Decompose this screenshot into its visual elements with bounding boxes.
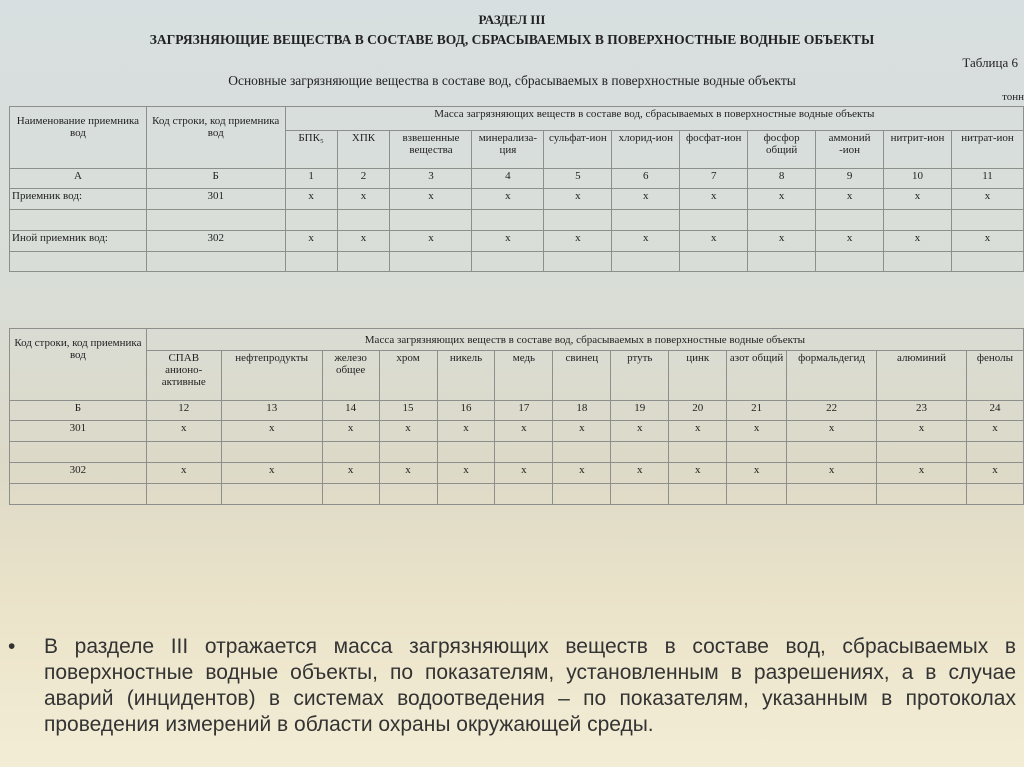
value-cell: x bbox=[611, 463, 669, 484]
value-cell bbox=[390, 210, 472, 231]
bullet-text: В разделе III отражается масса загрязняющих веществ в составе вод, сбрасываемых в поверхностные водные объекты, по показателям, установленным в разрешениях, а в случае аварий (инцидентов) в системах водоотведения – по показателям, указанным в протоколах проведения измерений в области охраны окружающей среды. bbox=[44, 635, 1016, 736]
receiver-name-cell bbox=[10, 252, 147, 272]
column-number: 16 bbox=[437, 401, 495, 421]
bullet-marker: • bbox=[8, 635, 16, 658]
header-mass: Масса загрязняющих веществ в составе вод, сбрасываемых в поверхностные водные объекты bbox=[285, 107, 1023, 131]
column-number: 20 bbox=[669, 401, 727, 421]
value-cell: x bbox=[553, 463, 611, 484]
table-row bbox=[10, 484, 1024, 505]
column-header: ХПК bbox=[337, 131, 390, 169]
column-number: 11 bbox=[951, 169, 1023, 189]
row-code-cell: 302 bbox=[10, 463, 147, 484]
value-cell: x bbox=[611, 421, 669, 442]
column-number: 6 bbox=[612, 169, 680, 189]
column-number: 3 bbox=[390, 169, 472, 189]
column-header: азот общий bbox=[727, 351, 787, 401]
value-cell bbox=[390, 252, 472, 272]
column-number: 4 bbox=[472, 169, 544, 189]
table-row bbox=[10, 329, 1024, 351]
value-cell bbox=[472, 252, 544, 272]
value-cell bbox=[680, 210, 748, 231]
column-number: Б bbox=[146, 169, 285, 189]
column-number: 7 bbox=[680, 169, 748, 189]
row-code-cell bbox=[10, 484, 147, 505]
column-number: 17 bbox=[495, 401, 553, 421]
column-header: фосфат-ион bbox=[680, 131, 748, 169]
value-cell bbox=[727, 484, 787, 505]
column-number: 2 bbox=[337, 169, 390, 189]
value-cell bbox=[379, 484, 437, 505]
value-cell bbox=[884, 252, 952, 272]
value-cell: x bbox=[437, 463, 495, 484]
column-header: сульфат-ион bbox=[544, 131, 612, 169]
value-cell bbox=[437, 442, 495, 463]
column-number: 23 bbox=[877, 401, 967, 421]
value-cell bbox=[669, 442, 727, 463]
column-number: 21 bbox=[727, 401, 787, 421]
column-number: 24 bbox=[966, 401, 1023, 421]
value-cell: x bbox=[680, 189, 748, 210]
value-cell bbox=[437, 484, 495, 505]
value-cell: x bbox=[748, 189, 816, 210]
value-cell bbox=[285, 210, 337, 231]
column-number: 14 bbox=[322, 401, 379, 421]
column-header: БПК₅ bbox=[285, 131, 337, 169]
value-cell: x bbox=[544, 231, 612, 252]
value-cell bbox=[951, 210, 1023, 231]
value-cell bbox=[816, 210, 884, 231]
value-cell bbox=[379, 442, 437, 463]
table-row bbox=[10, 189, 1024, 210]
column-number: 9 bbox=[816, 169, 884, 189]
column-header: взвешенные вещества bbox=[390, 131, 472, 169]
value-cell bbox=[877, 442, 967, 463]
receiver-name-cell: Приемник вод: bbox=[10, 189, 147, 210]
value-cell bbox=[816, 252, 884, 272]
units-label: тонн bbox=[1002, 91, 1024, 103]
value-cell bbox=[612, 252, 680, 272]
value-cell: x bbox=[495, 463, 553, 484]
table-row bbox=[10, 210, 1024, 231]
value-cell: x bbox=[544, 189, 612, 210]
column-number: Б bbox=[10, 401, 147, 421]
value-cell bbox=[553, 484, 611, 505]
row-code-cell: 301 bbox=[10, 421, 147, 442]
value-cell: x bbox=[669, 463, 727, 484]
row-code-cell bbox=[146, 210, 285, 231]
value-cell bbox=[146, 442, 221, 463]
value-cell: x bbox=[748, 231, 816, 252]
column-header: ртуть bbox=[611, 351, 669, 401]
value-cell bbox=[495, 442, 553, 463]
value-cell bbox=[322, 484, 379, 505]
value-cell bbox=[472, 210, 544, 231]
value-cell: x bbox=[612, 231, 680, 252]
column-header: алюминий bbox=[877, 351, 967, 401]
value-cell: x bbox=[787, 463, 877, 484]
value-cell bbox=[951, 252, 1023, 272]
table-caption: Основные загрязняющие вещества в составе вод, сбрасываемых в поверхностные водные объекты bbox=[228, 73, 796, 88]
column-number: 19 bbox=[611, 401, 669, 421]
row-code-cell bbox=[146, 252, 285, 272]
value-cell: x bbox=[146, 463, 221, 484]
value-cell: x bbox=[221, 463, 322, 484]
column-header: хлорид-ион bbox=[612, 131, 680, 169]
value-cell: x bbox=[390, 189, 472, 210]
column-header: СПАВ анионо-активные bbox=[146, 351, 221, 401]
value-cell: x bbox=[951, 231, 1023, 252]
section-title: РАЗДЕЛ III bbox=[478, 12, 546, 27]
value-cell bbox=[553, 442, 611, 463]
table-row bbox=[10, 442, 1024, 463]
value-cell bbox=[748, 210, 816, 231]
value-cell bbox=[966, 442, 1023, 463]
value-cell: x bbox=[877, 421, 967, 442]
value-cell: x bbox=[787, 421, 877, 442]
column-header: свинец bbox=[553, 351, 611, 401]
column-header: нефтепродукты bbox=[221, 351, 322, 401]
value-cell bbox=[611, 442, 669, 463]
column-header: железо общее bbox=[322, 351, 379, 401]
table-row bbox=[10, 231, 1024, 252]
value-cell bbox=[669, 484, 727, 505]
row-code-cell: 301 bbox=[146, 189, 285, 210]
value-cell: x bbox=[495, 421, 553, 442]
value-cell: x bbox=[379, 421, 437, 442]
row-code-cell: 302 bbox=[146, 231, 285, 252]
column-header: медь bbox=[495, 351, 553, 401]
header-row-code: Код строки, код приемника вод bbox=[10, 329, 147, 401]
table-row bbox=[10, 421, 1024, 442]
value-cell bbox=[787, 442, 877, 463]
value-cell: x bbox=[322, 463, 379, 484]
value-cell: x bbox=[877, 463, 967, 484]
value-cell: x bbox=[379, 463, 437, 484]
column-header: цинк bbox=[669, 351, 727, 401]
value-cell: x bbox=[337, 231, 390, 252]
header-row-code: Код строки, код приемника вод bbox=[146, 107, 285, 169]
value-cell bbox=[884, 210, 952, 231]
column-header: минерализа-ция bbox=[472, 131, 544, 169]
column-number: 1 bbox=[285, 169, 337, 189]
value-cell bbox=[221, 484, 322, 505]
value-cell: x bbox=[884, 189, 952, 210]
column-header: никель bbox=[437, 351, 495, 401]
value-cell: x bbox=[472, 189, 544, 210]
row-code-cell bbox=[10, 442, 147, 463]
column-number: 12 bbox=[146, 401, 221, 421]
value-cell bbox=[877, 484, 967, 505]
column-number: 15 bbox=[379, 401, 437, 421]
column-number: 13 bbox=[221, 401, 322, 421]
column-number: 5 bbox=[544, 169, 612, 189]
column-header: хром bbox=[379, 351, 437, 401]
column-header: фосфор общий bbox=[748, 131, 816, 169]
value-cell: x bbox=[816, 231, 884, 252]
value-cell: x bbox=[966, 421, 1023, 442]
section-subtitle: ЗАГРЯЗНЯЮЩИЕ ВЕЩЕСТВА В СОСТАВЕ ВОД, СБРАСЫВАЕМЫХ В ПОВЕРХНОСТНЫЕ ВОДНЫЕ ОБЪЕКТЫ bbox=[149, 32, 875, 47]
value-cell bbox=[727, 442, 787, 463]
value-cell: x bbox=[951, 189, 1023, 210]
column-number: А bbox=[10, 169, 147, 189]
table-number: Таблица 6 bbox=[962, 55, 1018, 70]
value-cell: x bbox=[816, 189, 884, 210]
value-cell bbox=[146, 484, 221, 505]
value-cell bbox=[680, 252, 748, 272]
value-cell bbox=[495, 484, 553, 505]
table-row bbox=[10, 351, 1024, 401]
value-cell: x bbox=[472, 231, 544, 252]
value-cell: x bbox=[680, 231, 748, 252]
value-cell: x bbox=[390, 231, 472, 252]
value-cell bbox=[337, 252, 390, 272]
value-cell bbox=[221, 442, 322, 463]
table-row bbox=[10, 169, 1024, 189]
column-header: фенолы bbox=[966, 351, 1023, 401]
value-cell: x bbox=[553, 421, 611, 442]
column-header: формальдегид bbox=[787, 351, 877, 401]
value-cell bbox=[612, 210, 680, 231]
column-number: 10 bbox=[884, 169, 952, 189]
column-header: нитрат-ион bbox=[951, 131, 1023, 169]
value-cell: x bbox=[322, 421, 379, 442]
receiver-name-cell: Иной приемник вод: bbox=[10, 231, 147, 252]
value-cell bbox=[285, 252, 337, 272]
value-cell: x bbox=[337, 189, 390, 210]
column-number: 8 bbox=[748, 169, 816, 189]
value-cell: x bbox=[966, 463, 1023, 484]
value-cell: x bbox=[221, 421, 322, 442]
header-mass: Масса загрязняющих веществ в составе вод, сбрасываемых в поверхностные водные объекты bbox=[146, 329, 1023, 351]
table-row bbox=[10, 107, 1024, 131]
receiver-name-cell bbox=[10, 210, 147, 231]
value-cell: x bbox=[285, 231, 337, 252]
value-cell: x bbox=[727, 463, 787, 484]
value-cell: x bbox=[727, 421, 787, 442]
value-cell bbox=[611, 484, 669, 505]
value-cell: x bbox=[285, 189, 337, 210]
value-cell bbox=[787, 484, 877, 505]
value-cell: x bbox=[437, 421, 495, 442]
value-cell bbox=[337, 210, 390, 231]
column-number: 22 bbox=[787, 401, 877, 421]
value-cell: x bbox=[146, 421, 221, 442]
value-cell: x bbox=[884, 231, 952, 252]
table-row bbox=[10, 252, 1024, 272]
value-cell bbox=[544, 252, 612, 272]
column-header: аммоний -ион bbox=[816, 131, 884, 169]
table-row bbox=[10, 401, 1024, 421]
value-cell: x bbox=[612, 189, 680, 210]
header-receiver-name: Наименование приемника вод bbox=[10, 107, 147, 169]
value-cell bbox=[748, 252, 816, 272]
value-cell bbox=[322, 442, 379, 463]
pollutants-table-1 bbox=[9, 106, 1024, 272]
column-number: 18 bbox=[553, 401, 611, 421]
value-cell bbox=[544, 210, 612, 231]
column-header: нитрит-ион bbox=[884, 131, 952, 169]
pollutants-table-2 bbox=[9, 328, 1024, 505]
value-cell: x bbox=[669, 421, 727, 442]
value-cell bbox=[966, 484, 1023, 505]
table-row bbox=[10, 463, 1024, 484]
